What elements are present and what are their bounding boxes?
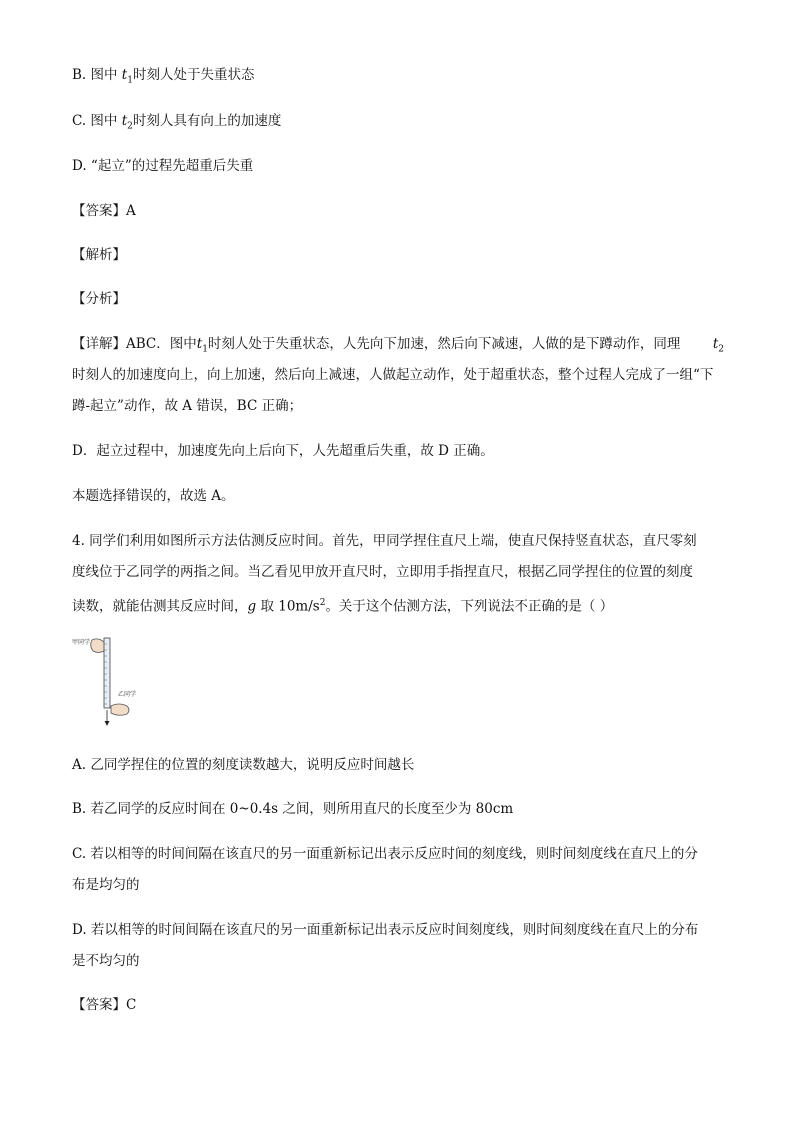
q3-detail-line4: D．起立过程中，加速度先向上后向下，人先超重后失重，故 D 正确。 [72,443,494,459]
option-d: D. “起立”的过程先超重后失重 [72,158,254,174]
label-yi: 乙同学 [118,691,137,698]
q3-fenxi-label: 【分析】 [72,291,126,307]
q3-conclusion: 本题选择错误的，故选 A。 [72,488,235,504]
hand-bottom-icon [111,704,129,715]
option-c: C. 图中 $t_2$时刻人具有向上的加速度 [72,113,282,132]
q4-stem-line1: 4. 同学们利用如图所示方法估测反应时间。首先，甲同学捏住直尺上端，使直尺保持竖直状态，直尺零刻 [72,533,697,549]
q4-option-c-line1: C. 若以相等的时间间隔在该直尺的另一面重新标记出表示反应时间的刻度线，则时间刻度线在直尺上的分 [72,846,698,862]
q4-option-c-line2: 布是均匀的 [72,877,140,893]
q4-option-b: B. 若乙同学的反应时间在 0~0.4s 之间，则所用直尺的长度至少为 80cm [72,801,514,817]
q4-option-d-line1: D. 若以相等的时间间隔在该直尺的另一面重新标记出表示反应时间刻度线，则时间刻度线在直尺上的分布 [72,922,699,938]
q3-answer: 【答案】A [72,203,136,219]
q4-stem-line2: 度线位于乙同学的两指之间。当乙看见甲放开直尺时，立即用手指捏直尺，根据乙同学捏住的位置的刻度 [72,564,693,580]
q3-detail-line3: 蹲-起立”动作，故 A 错误，BC 正确； [72,398,303,414]
q4-option-a: A. 乙同学捏住的位置的刻度读数越大，说明反应时间越长 [72,757,415,773]
q4-stem-line3: 读数，就能估测其反应时间，g 取 $10m/s^2$。关于这个估测方法，下列说法不正确的是（ ） [72,598,614,615]
q3-analysis-label: 【解析】 [72,247,126,263]
hand-top-icon [91,639,106,653]
ruler-figure [72,634,152,730]
q3-detail-line2: 时刻人的加速度向上，向上加速，然后向上减速，人做起立动作，处于超重状态，整个过程人完成了一组“下 [72,367,714,383]
option-b: B. 图中 $t_1$时刻人处于失重状态 [72,67,255,86]
q3-detail-line1: 【详解】ABC．图中$t_1$时刻人处于失重状态，人先向下加速，然后向下减速，人做的是下蹲动作，同理 $t_2$ [72,336,724,355]
label-jia: 甲同学 [72,639,91,646]
ruler [104,638,110,708]
q4-option-d-line2: 是不均匀的 [72,953,140,969]
q4-answer: 【答案】C [72,997,137,1013]
